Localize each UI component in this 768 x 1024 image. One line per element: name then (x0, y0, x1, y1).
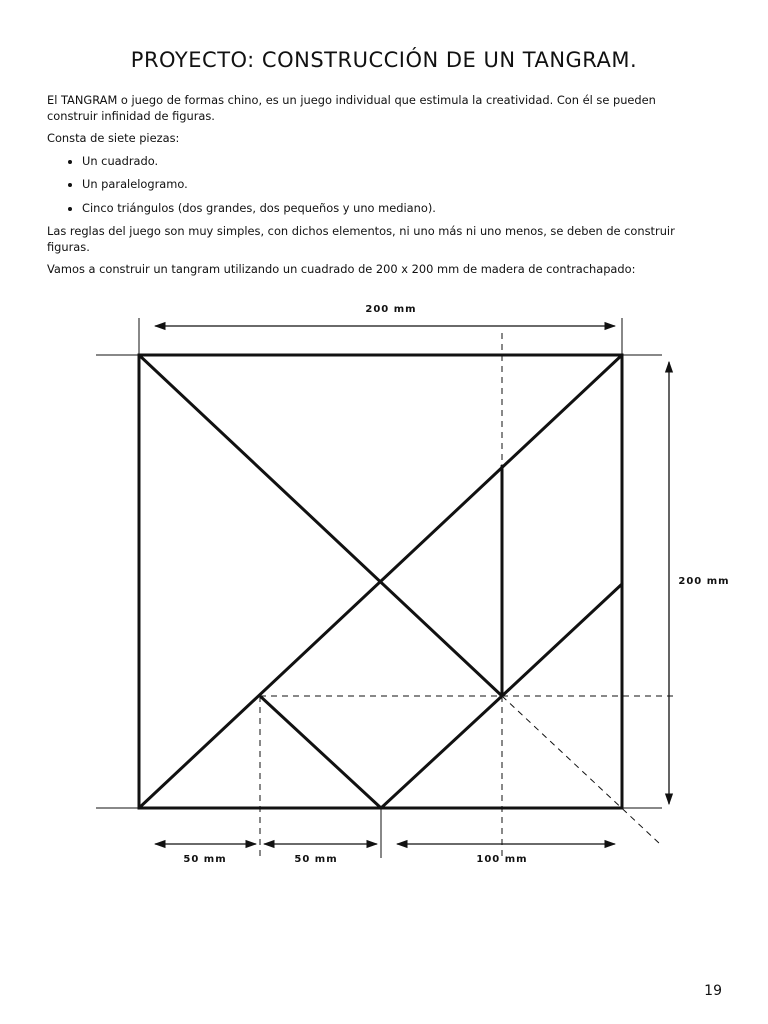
dimension-arrows (155, 326, 669, 844)
list-item: • Cinco triángulos (dos grandes, dos pequeños y uno mediano). (82, 201, 707, 217)
dashed-construction-lines (260, 333, 675, 860)
bottom-dimension-label-1: 50 mm (183, 854, 227, 865)
bottom-dimension-label-3: 100 mm (476, 854, 528, 865)
page-title: PROYECTO: CONSTRUCCIÓN DE UN TANGRAM. (130, 48, 638, 72)
tangram-pieces (139, 355, 622, 808)
intro-paragraph: El TANGRAM o juego de formas chino, es un juego individual que estimula la creatividad. Con él se pueden construir infinidad de figuras. (47, 93, 656, 123)
construction-paragraph: Vamos a construir un tangram utilizando un cuadrado de 200 x 200 mm de madera de contrachapado: (47, 262, 636, 276)
pieces-list (47, 154, 707, 217)
pieces-intro: Consta de siete piezas: (47, 131, 180, 145)
list-item: • Un paralelogramo. (82, 177, 707, 193)
tangram-diagram (0, 290, 768, 890)
list-item: • Un cuadrado. (82, 154, 707, 170)
top-dimension-label: 200 mm (365, 304, 417, 315)
page-number: 19 (704, 983, 722, 999)
document-body (47, 93, 707, 285)
bottom-dimension-label-2: 50 mm (294, 854, 338, 865)
rules-paragraph: Las reglas del juego son muy simples, con dichos elementos, ni uno más ni uno menos, se deben de construir figuras. (47, 224, 675, 254)
right-dimension-label: 200 mm (678, 576, 730, 587)
